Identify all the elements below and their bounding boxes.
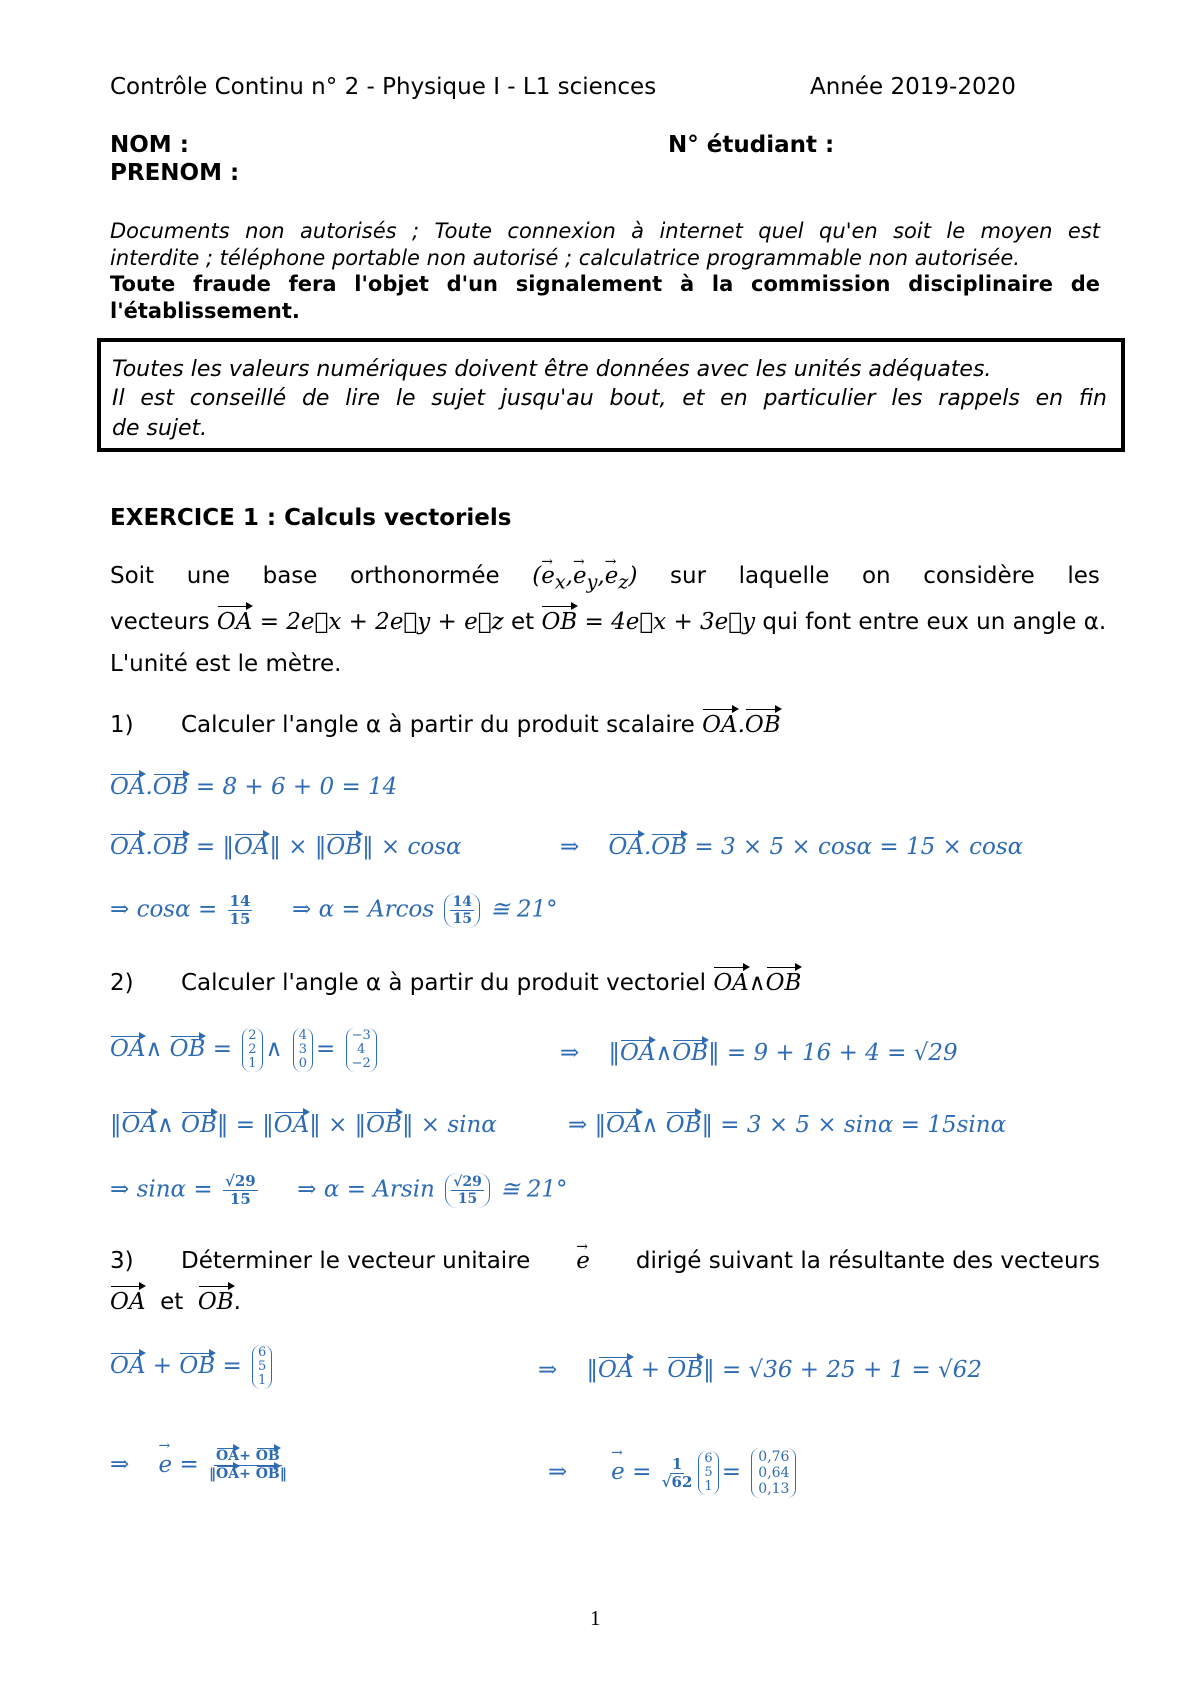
- unit-vector-definition: ⇒ e → = $\frac{OA+ OB}{‖OA+ OB‖}$: [110, 1448, 290, 1483]
- question-2: Calculer l'angle α à partir du produit vectoriel OA∧OB: [181, 967, 801, 1000]
- vector-component: 0,76: [758, 1449, 790, 1465]
- vector-component: 5: [704, 1465, 713, 1480]
- question-3-text: Déterminer le vecteur unitaire: [181, 1248, 531, 1274]
- question-3: Déterminer le vecteur unitaire e → dirigé suivant la résultante des vecteurs: [181, 1245, 1100, 1278]
- unit-line: L'unité est le mètre.: [110, 651, 342, 677]
- fraction-denominator: 15: [229, 910, 251, 928]
- intro-word: orthonormée: [350, 563, 500, 589]
- intro-word: on: [861, 563, 891, 589]
- fraction-denominator: 15: [457, 1191, 478, 1207]
- page-number: 1: [590, 1606, 601, 1630]
- norm-result: = 9 + 16 + 4 = √29: [726, 1040, 958, 1066]
- vector-component: 4: [298, 1028, 308, 1043]
- scalar-product-value: OA.OB = 8 + 6 + 0 = 14: [110, 774, 398, 800]
- fraction-denominator: 15: [229, 1190, 251, 1208]
- question-3-line-2: OA et OB.: [110, 1286, 241, 1319]
- cross-product-formula: ‖OA∧ OB‖ = ‖OA‖ × ‖OB‖ × sinα: [110, 1112, 497, 1138]
- vector-component: 1: [704, 1479, 713, 1494]
- vector-sum: OA + OB = 6 5 1: [110, 1345, 275, 1389]
- vector-component: 4: [357, 1042, 366, 1057]
- vector-component: 2: [248, 1042, 257, 1057]
- note-line-2: Il est conseillé de lire le sujet jusqu'au bout, et en particulier les rappels en fin: [112, 386, 1107, 411]
- intro-text: vecteurs: [110, 609, 210, 635]
- fraction-numerator: √29: [453, 1174, 482, 1190]
- vector-component: 0: [298, 1056, 308, 1071]
- fraction-denominator: √62: [661, 1472, 693, 1491]
- nom-label: NOM :: [110, 132, 189, 158]
- intro-word: les: [1067, 563, 1100, 589]
- rules-line-1: Documents non autorisés ; Toute connexion à internet quel qu'en soit le moyen est: [110, 219, 1100, 243]
- arccos-label: ⇒ α = Arcos: [291, 896, 435, 923]
- scalar-rhs: = 3 × 5 × cosα = 15 × cosα: [694, 834, 1024, 860]
- vector-component: 5: [258, 1359, 267, 1374]
- vector-component: −2: [351, 1056, 371, 1071]
- intro-word: laquelle: [738, 563, 830, 589]
- fraud-line-1: Toute fraude fera l'objet d'un signalement à la commission disciplinaire de: [110, 272, 1100, 296]
- ob-definition: = 4e⃗x + 3e⃗y: [584, 609, 756, 635]
- intro-word: base: [262, 563, 318, 589]
- exam-year: Année 2019-2020: [810, 74, 1016, 100]
- question-1: Calculer l'angle α à partir du produit scalaire OA.OB: [181, 709, 781, 742]
- base-vectors: $(e \to_x,e \to_y,e \to_z)$: [532, 560, 637, 599]
- intro-word: sur: [670, 563, 707, 589]
- cross-product-norm: ⇒ ‖OA∧OB‖ = 9 + 16 + 4 = √29: [560, 1040, 958, 1066]
- unit-vector-result: ⇒ e → = $\frac{1}{√62}$ 6 5 1 = 0,76 0,64 0,13: [548, 1448, 799, 1498]
- vector-component: 6: [704, 1451, 713, 1466]
- vector-component: −3: [351, 1028, 371, 1043]
- cross-product-components: OA∧ OB = 2 2 1 ∧ 4 3 0 = −3 4 −2: [110, 1028, 380, 1072]
- cos-alpha-line: [110, 893, 558, 928]
- exam-title: Contrôle Continu n° 2 - Physique I - L1 sciences: [110, 74, 657, 100]
- alpha-result: ≅ 21°: [490, 896, 558, 923]
- intro-word: une: [186, 563, 230, 589]
- intro-word: considère: [923, 563, 1035, 589]
- question-2-text: Calculer l'angle α à partir du produit vectoriel: [181, 970, 707, 996]
- intro-line-1: [110, 560, 1100, 599]
- scalar-product-formula: OA.OB = ‖OA‖ × ‖OB‖ × cosα: [110, 834, 462, 860]
- vector-component: 2: [248, 1028, 257, 1043]
- vector-component: 6: [258, 1345, 267, 1360]
- vector-component: 0,13: [758, 1481, 790, 1497]
- intro-word: Soit: [110, 563, 155, 589]
- fraction-numerator: √29: [224, 1172, 256, 1190]
- sum-norm-result: = √36 + 25 + 1 = √62: [721, 1357, 982, 1383]
- fraction-numerator: 14: [229, 892, 251, 910]
- note-line-3: de sujet.: [112, 416, 208, 441]
- alpha-result: ≅ 21°: [500, 1176, 568, 1203]
- scalar-sum: = 8 + 6 + 0 = 14: [195, 774, 398, 800]
- student-number-label: N° étudiant :: [668, 132, 835, 158]
- exercise-title: EXERCICE 1 : Calculs vectoriels: [110, 505, 512, 531]
- cos-label: ⇒ cosα =: [110, 896, 218, 923]
- fraction-denominator: 15: [452, 911, 472, 927]
- fraud-line-2: l'établissement.: [110, 299, 300, 323]
- important-note-box: [97, 338, 1125, 452]
- note-line-1: Toutes les valeurs numériques doivent être données avec les unités adéquates.: [112, 357, 992, 382]
- fraction-numerator: 1: [671, 1454, 683, 1473]
- intro-text: et: [510, 609, 535, 635]
- scalar-product-result: ⇒ OA.OB = 3 × 5 × cosα = 15 × cosα: [560, 834, 1024, 860]
- vector-component: 0,64: [758, 1465, 790, 1481]
- vector-component: 3: [298, 1042, 308, 1057]
- vector-component: 1: [248, 1056, 257, 1071]
- sin-alpha-line: [110, 1173, 568, 1208]
- sin-label: ⇒ sinα =: [110, 1176, 213, 1203]
- cross-rhs: = 3 × 5 × sinα = 15sinα: [720, 1112, 1007, 1138]
- oa-definition: = 2e⃗x + 2e⃗y + e⃗z: [259, 609, 504, 635]
- question-1-text: Calculer l'angle α à partir du produit scalaire: [181, 712, 695, 738]
- vector-component: 1: [258, 1373, 267, 1388]
- question-3-text: dirigé suivant la résultante des vecteurs: [635, 1248, 1100, 1274]
- prenom-label: PRENOM :: [110, 160, 240, 186]
- question-2-number: 2): [110, 970, 134, 996]
- cross-product-result: ⇒ ‖OA∧ OB‖ = 3 × 5 × sinα = 15sinα: [568, 1112, 1007, 1138]
- angle-text: qui font entre eux un angle α.: [762, 609, 1107, 635]
- rules-line-2: interdite ; téléphone portable non autorisé ; calculatrice programmable non autorisée.: [110, 246, 1020, 270]
- arcsin-label: ⇒ α = Arsin: [297, 1176, 435, 1203]
- question-3-text: et: [160, 1289, 184, 1315]
- question-3-number: 3): [110, 1248, 134, 1274]
- vector-sum-norm: ⇒ ‖OA + OB‖ = √36 + 25 + 1 = √62: [538, 1357, 982, 1383]
- fraction-numerator: 14: [452, 894, 472, 910]
- question-1-number: 1): [110, 712, 134, 738]
- intro-line-2: vecteurs OA = 2e⃗x + 2e⃗y + e⃗z et OB = 4e⃗x + 3e⃗y qui font entre eux un angle α.: [110, 606, 1106, 639]
